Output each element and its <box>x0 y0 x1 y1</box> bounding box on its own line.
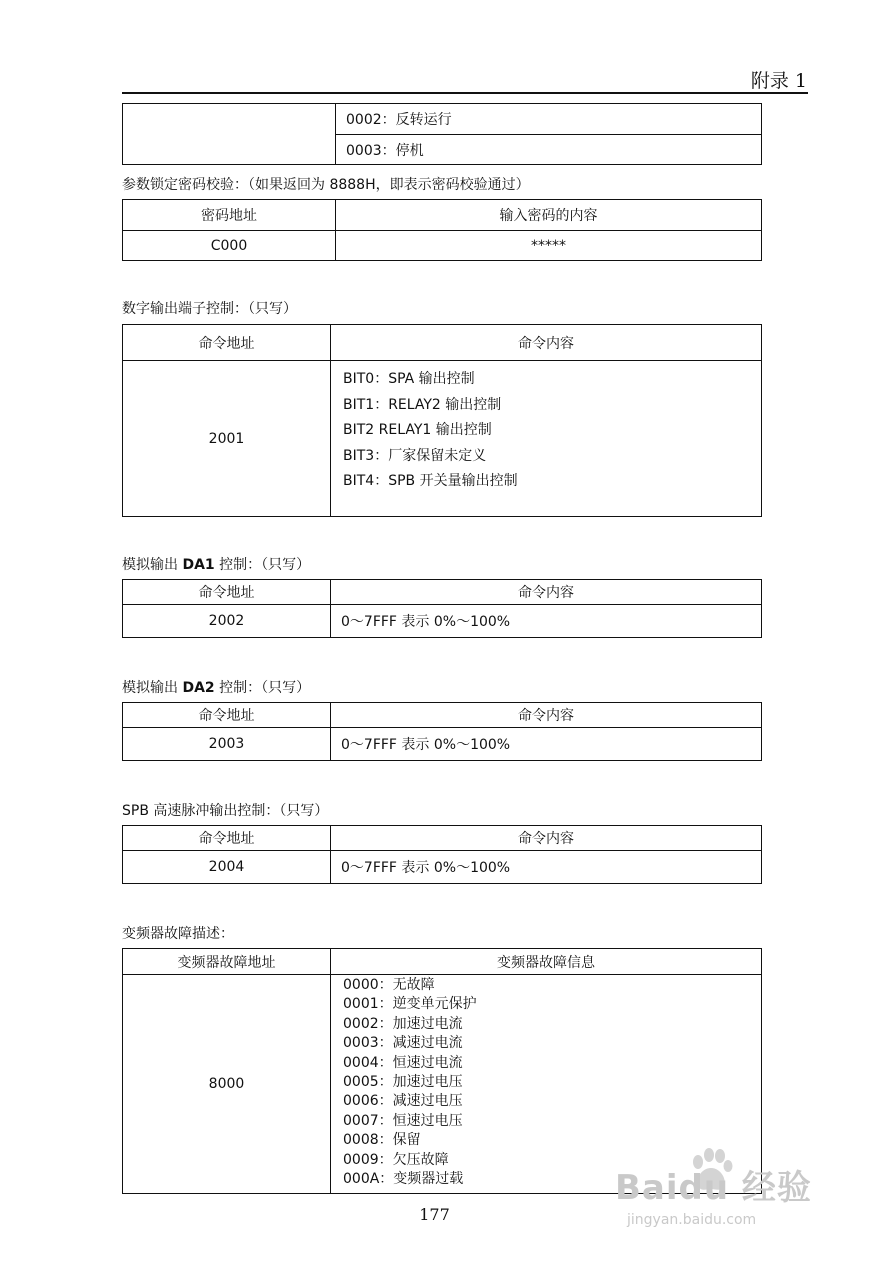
da2-col-content: 命令内容 <box>331 703 762 728</box>
fault-item: 0000：无故障 <box>343 977 435 993</box>
watermark-main-text: Baidu 经验 <box>615 1168 812 1208</box>
fault-address: 8000 <box>123 975 331 1194</box>
fault-item: 0007：恒速过电压 <box>343 1112 463 1129</box>
password-col-content: 输入密码的内容 <box>336 200 762 231</box>
spb-col-address: 命令地址 <box>123 826 331 851</box>
digital-table <box>122 324 762 517</box>
password-content: ***** <box>336 231 762 261</box>
continued-row: 0002：反转运行 <box>336 104 762 135</box>
fault-item: 0009：欠压故障 <box>343 1151 449 1168</box>
spb-section-title: SPB 高速脉冲输出控制：（只写） <box>122 803 329 819</box>
digital-col-address: 命令地址 <box>123 325 331 361</box>
fault-item: 0002：加速过电流 <box>343 1015 463 1032</box>
spb-content: 0～7FFF 表示 0%～100% <box>331 851 762 884</box>
header-rule <box>122 92 808 94</box>
da1-section-title: 模拟输出 DA1 控制：（只写） <box>122 557 311 573</box>
fault-col-content: 变频器故障信息 <box>331 949 762 975</box>
continued-row: 0003：停机 <box>336 135 762 165</box>
bit-item: BIT0：SPA 输出控制 <box>343 371 475 387</box>
da2-content: 0～7FFF 表示 0%～100% <box>331 728 762 761</box>
fault-item: 0005：加速过电压 <box>343 1074 463 1091</box>
bit-item: BIT3：厂家保留未定义 <box>343 447 487 464</box>
fault-section-title: 变频器故障描述： <box>122 926 234 942</box>
baidu-watermark <box>615 1148 825 1248</box>
fault-item: 0008：保留 <box>343 1132 421 1149</box>
fault-item: 0003：减速过电流 <box>343 1035 463 1052</box>
spb-col-content: 命令内容 <box>331 826 762 851</box>
da2-address: 2003 <box>123 728 331 761</box>
da2-col-address: 命令地址 <box>123 703 331 728</box>
bit-item: BIT1：RELAY2 输出控制 <box>343 396 502 413</box>
da1-content: 0～7FFF 表示 0%～100% <box>331 605 762 638</box>
da1-address: 2002 <box>123 605 331 638</box>
header-title: 附录 1 <box>750 70 807 92</box>
password-section-title: 参数锁定密码校验：（如果返回为 8888H，即表示密码校验通过） <box>122 177 530 193</box>
digital-section-title: 数字输出端子控制：（只写） <box>122 301 297 317</box>
digital-address: 2001 <box>123 361 331 517</box>
bit-item: BIT2 RELAY1 输出控制 <box>343 422 492 438</box>
fault-item: 000A：变频器过载 <box>343 1171 464 1188</box>
spb-address: 2004 <box>123 851 331 884</box>
spb-table <box>122 825 762 884</box>
fault-col-address: 变频器故障地址 <box>123 949 331 975</box>
digital-bit-list <box>331 361 762 517</box>
fault-item: 0006：减速过电压 <box>343 1093 463 1110</box>
page-number: 177 <box>419 1205 450 1224</box>
watermark-url: jingyan.baidu.com <box>627 1212 757 1228</box>
bit-item: BIT4：SPB 开关量输出控制 <box>343 473 518 489</box>
da1-table <box>122 579 762 638</box>
continued-empty-cell <box>123 104 336 165</box>
da2-table <box>122 702 762 761</box>
da2-section-title: 模拟输出 DA2 控制：（只写） <box>122 680 311 696</box>
fault-item: 0001：逆变单元保护 <box>343 996 477 1013</box>
password-address: C000 <box>123 231 336 261</box>
continued-table <box>122 103 762 165</box>
password-col-address: 密码地址 <box>123 200 336 231</box>
password-table <box>122 199 762 261</box>
da1-col-address: 命令地址 <box>123 580 331 605</box>
digital-col-content: 命令内容 <box>331 325 762 361</box>
da1-col-content: 命令内容 <box>331 580 762 605</box>
fault-item: 0004：恒速过电流 <box>343 1054 463 1071</box>
